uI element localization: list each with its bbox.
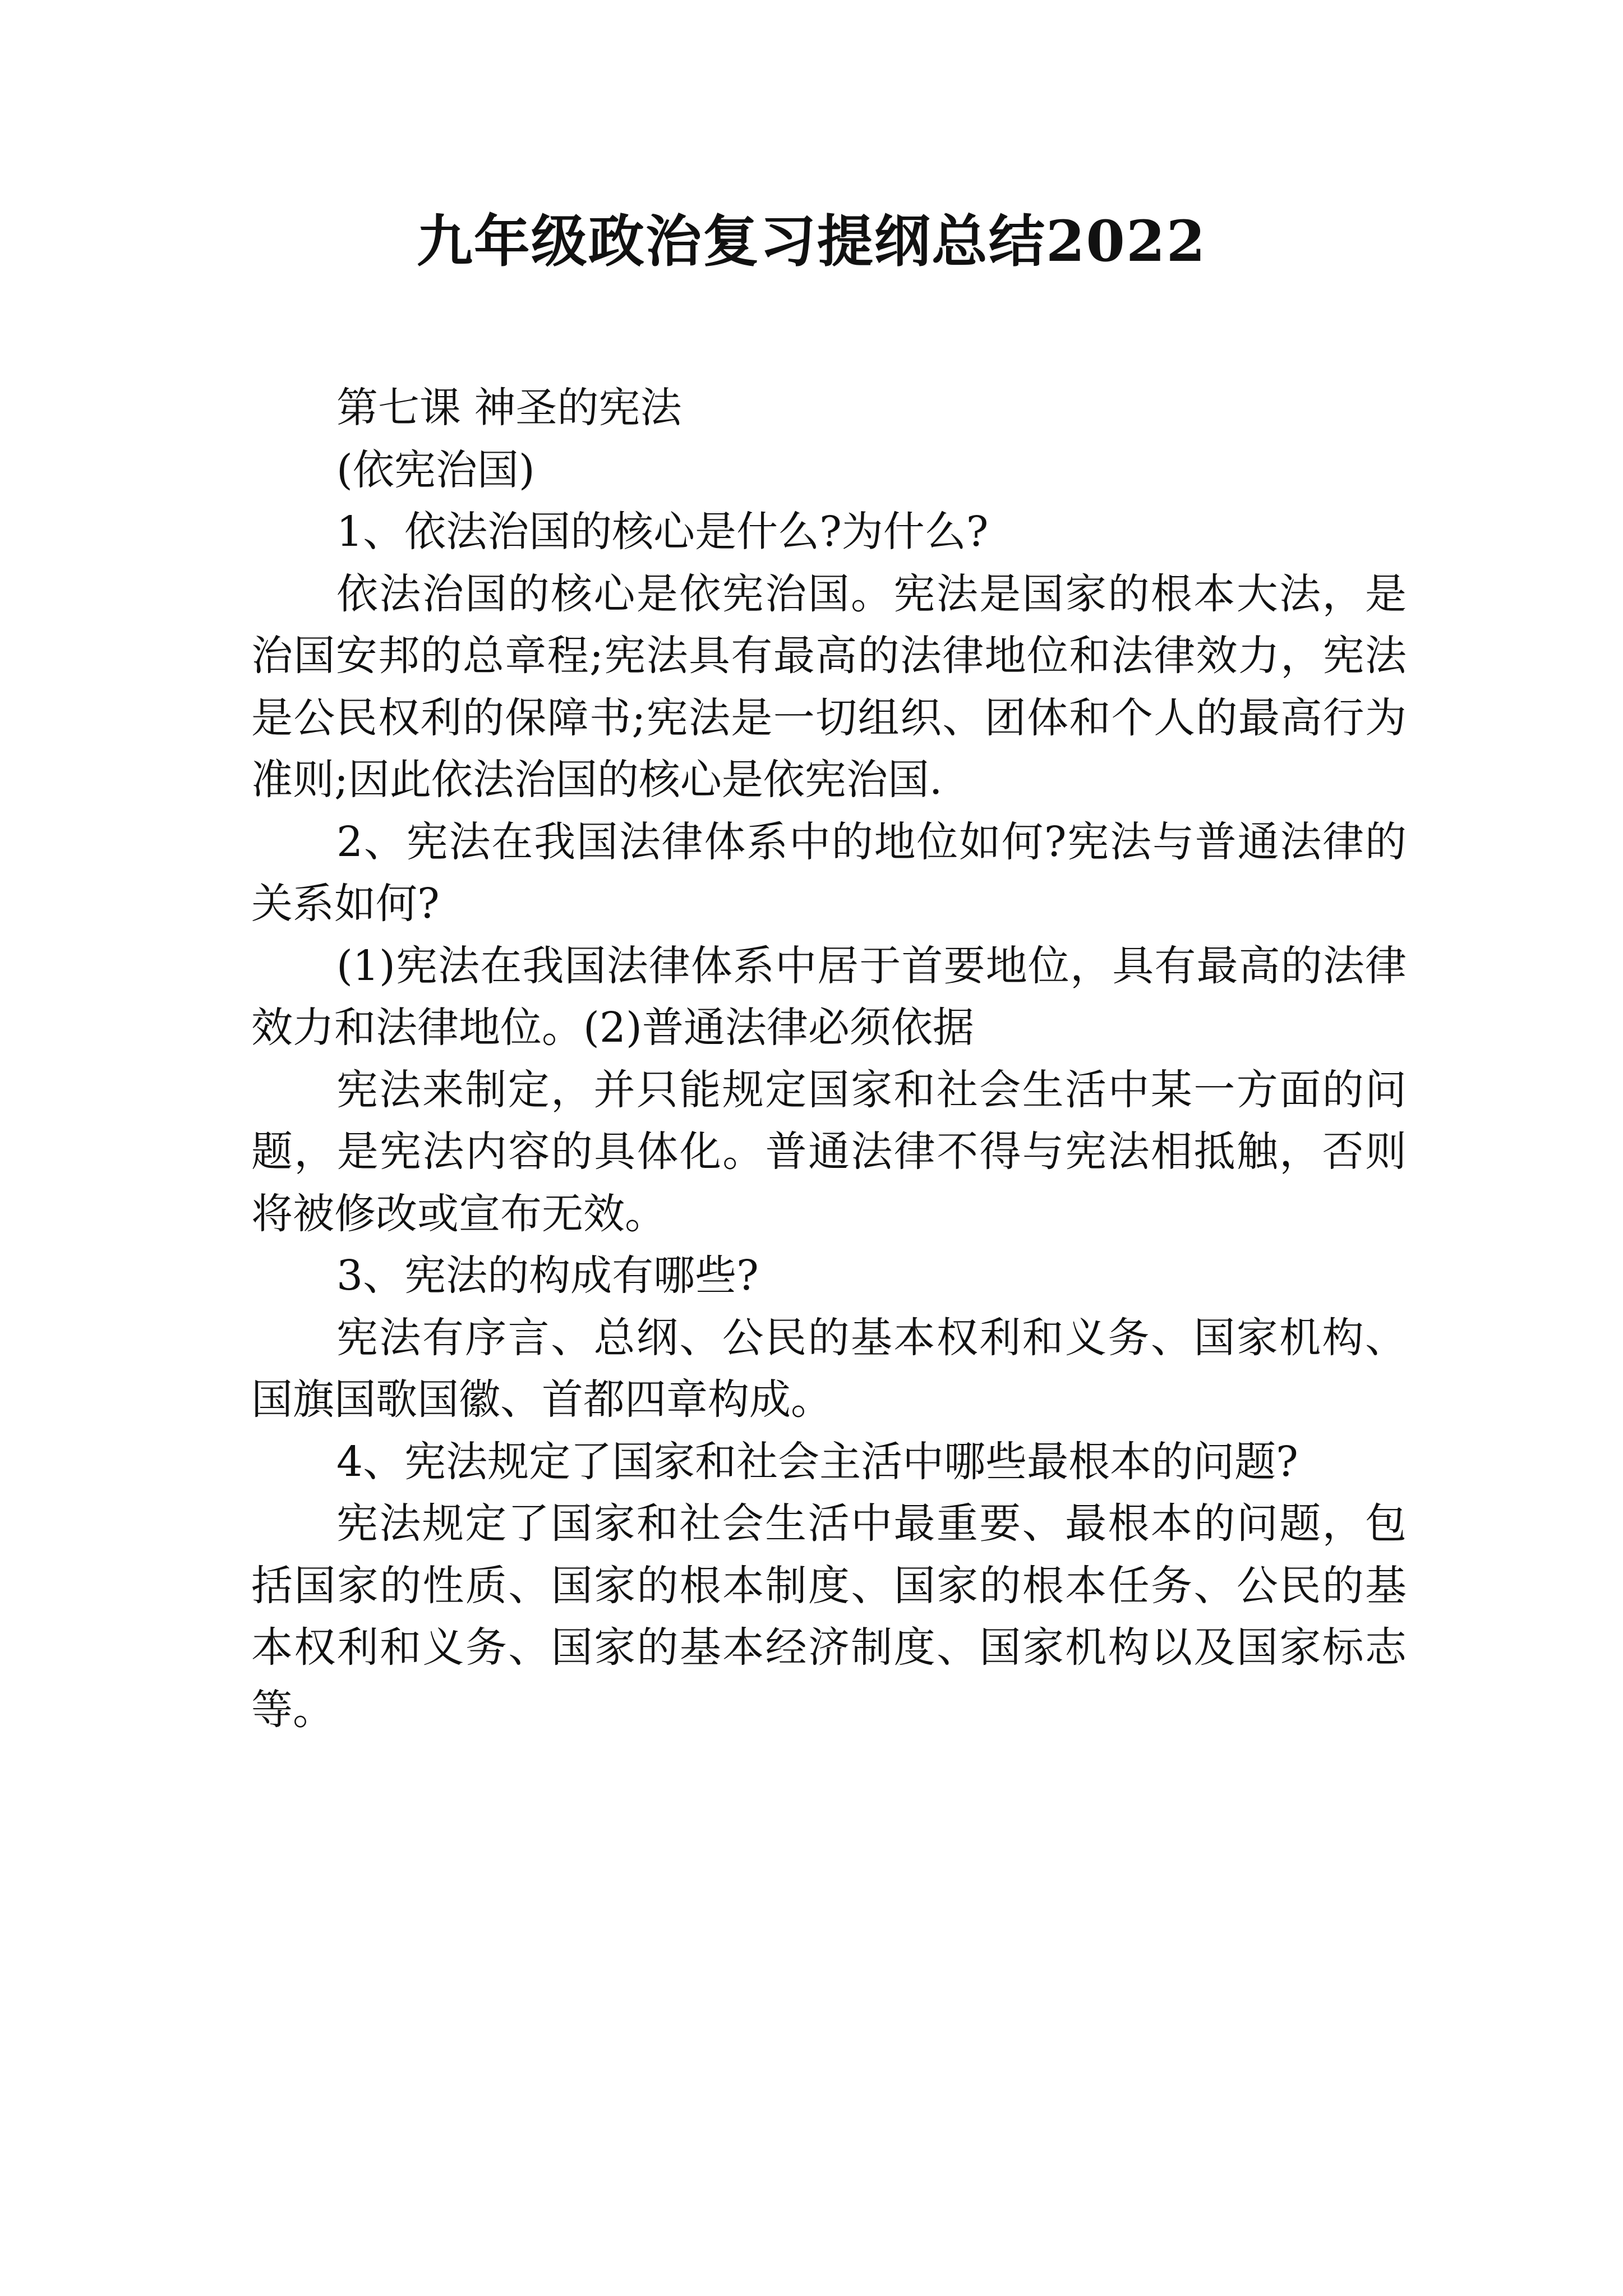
question-4: 4、宪法规定了国家和社会主活中哪些最根本的问题? <box>336 1437 1298 1486</box>
answer-2-part-1: (1)宪法在我国法律体系中居于首要地位，具有最高的法律效力和法律地位。(2)普通法律必须依据 <box>251 941 1407 1052</box>
answer-3: 宪法有序言、总纲、公民的基本权利和义务、国家机构、国旗国歌国徽、首都四章构成。 <box>251 1313 1407 1424</box>
document-title: 九年级政治复习提纲总结2022 <box>416 208 1207 274</box>
answer-1: 依法治国的核心是依宪治国。宪法是国家的根本大法，是治国安邦的总章程;宪法具有最高的法律地位和法律效力，宪法是公民权利的保障书;宪法是一切组织、团体和个人的最高行为准则;因此依法治国的核心是依宪治国. <box>251 569 1407 804</box>
answer-4: 宪法规定了国家和社会生活中最重要、最根本的问题，包括国家的性质、国家的根本制度、国家的根本任务、公民的基本权利和义务、国家的基本经济制度、国家机构以及国家标志等。 <box>251 1499 1407 1734</box>
question-2: 2、宪法在我国法律体系中的地位如何?宪法与普通法律的关系如何? <box>251 817 1407 928</box>
answer-2-part-2: 宪法来制定，并只能规定国家和社会生活中某一方面的问题，是宪法内容的具体化。普通法律不得与宪法相抵触，否则将被修改或宣布无效。 <box>251 1065 1407 1238</box>
question-3: 3、宪法的构成有哪些? <box>336 1251 759 1300</box>
question-1: 1、依法治国的核心是什么?为什么? <box>336 508 989 556</box>
section-heading: (依宪治国) <box>336 445 535 494</box>
lesson-heading: 第七课 神圣的宪法 <box>336 384 682 432</box>
document-body <box>251 377 1407 1741</box>
